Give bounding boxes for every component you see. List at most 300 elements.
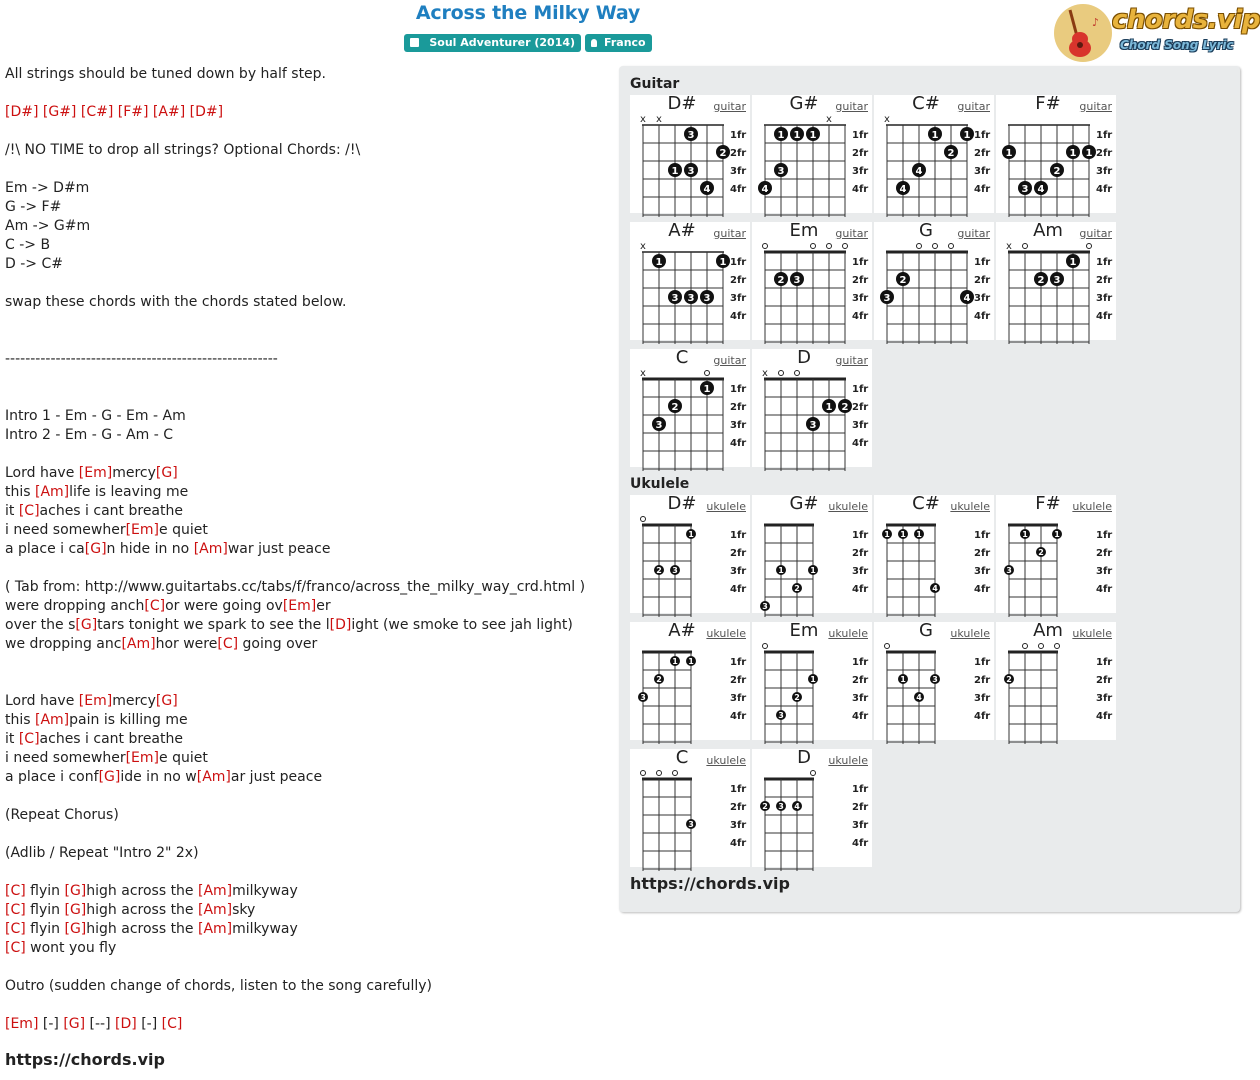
guitar-chord-c[interactable] xyxy=(630,349,750,467)
instrument-link[interactable]: ukulele xyxy=(950,627,990,640)
lyric-text: Intro 1 - Em - G - Em - Am xyxy=(5,408,186,424)
muted-string-marker: x xyxy=(640,114,646,125)
lyric-text: swap these chords with the chords stated below. xyxy=(5,294,347,310)
fret-label: 1fr xyxy=(1096,530,1113,541)
ukulele-chord-d-sharp[interactable] xyxy=(630,495,750,613)
open-string-marker xyxy=(1055,644,1060,649)
chord-link[interactable]: [C] xyxy=(5,883,26,899)
lyric-text: war just peace xyxy=(227,541,331,557)
lyric-text: ar just peace xyxy=(230,769,323,785)
finger-number: 3 xyxy=(777,166,785,177)
lyric-text: i need somewher xyxy=(5,750,126,766)
guitar-chord-c-sharp[interactable] xyxy=(874,95,994,213)
fret-label: 4fr xyxy=(730,838,747,849)
lyric-line xyxy=(5,540,610,559)
chord-link[interactable]: [Am] xyxy=(35,484,70,500)
muted-string-marker: x xyxy=(762,368,768,379)
instrument-link[interactable]: guitar xyxy=(1079,100,1112,113)
fret-label: 4fr xyxy=(974,711,991,722)
footer-site-url[interactable]: https://chords.vip xyxy=(5,1050,165,1069)
open-string-marker xyxy=(657,771,662,776)
chord-name: D# xyxy=(667,93,697,114)
fret-label: 1fr xyxy=(974,257,991,268)
lyric-text: hor were xyxy=(155,636,218,652)
fret-label: 4fr xyxy=(1096,584,1113,595)
fret-label: 3fr xyxy=(730,420,747,431)
lyric-line xyxy=(5,293,610,312)
lyric-text: n hide in no xyxy=(106,541,194,557)
ukulele-chord-g[interactable] xyxy=(874,622,994,740)
muted-string-marker: x xyxy=(826,114,832,125)
fret-label: 4fr xyxy=(730,584,747,595)
finger-number: 1 xyxy=(884,530,890,539)
fret-label: 1fr xyxy=(852,257,869,268)
chord-link[interactable]: [Am] xyxy=(198,902,233,918)
open-string-marker xyxy=(827,244,832,249)
chord-name: A# xyxy=(668,220,696,241)
chord-link[interactable]: [G] xyxy=(155,465,178,481)
chord-link[interactable]: [F#] xyxy=(117,104,149,120)
lyric-text: going over xyxy=(238,636,318,652)
fret-label: 4fr xyxy=(852,584,869,595)
finger-number: 2 xyxy=(899,275,907,286)
instrument-link[interactable]: guitar xyxy=(713,227,746,240)
finger-number: 1 xyxy=(671,166,679,177)
ukulele-chord-em[interactable] xyxy=(752,622,872,740)
ukulele-chord-am[interactable] xyxy=(996,622,1116,740)
chord-name: C xyxy=(675,347,689,368)
fret-label: 4fr xyxy=(852,711,869,722)
lyric-text: i need somewher xyxy=(5,522,126,538)
chord-link[interactable]: [Em] xyxy=(78,693,113,709)
chord-link[interactable]: [D] xyxy=(115,1016,137,1032)
instrument-link[interactable]: guitar xyxy=(835,354,868,367)
chord-link[interactable]: [D#] xyxy=(5,104,39,120)
chord-link[interactable]: [G] xyxy=(64,902,87,918)
fret-label: 3fr xyxy=(1096,293,1113,304)
lyric-text: pain is killing me xyxy=(69,712,188,728)
lyric-line xyxy=(5,141,610,160)
instrument-link[interactable]: guitar xyxy=(713,100,746,113)
lyric-line xyxy=(5,502,610,521)
lyric-text: milkyway xyxy=(232,883,298,899)
guitar-chord-em[interactable] xyxy=(752,222,872,340)
fret-label: 1fr xyxy=(730,257,747,268)
finger-number: 1 xyxy=(1054,530,1060,539)
lyric-text: aches i cant breathe xyxy=(39,731,183,747)
fret-label: 3fr xyxy=(730,166,747,177)
lyric-line xyxy=(5,388,610,407)
fret-label: 3fr xyxy=(730,293,747,304)
chord-name: A# xyxy=(668,620,696,641)
fret-label: 4fr xyxy=(852,184,869,195)
chord-link[interactable]: [G] xyxy=(64,883,87,899)
lyric-text: it xyxy=(5,731,19,747)
lyric-line xyxy=(5,711,610,730)
fret-label: 4fr xyxy=(852,838,869,849)
fret-label: 4fr xyxy=(974,184,991,195)
logo-brand: chords.vip xyxy=(1112,5,1260,35)
chord-link[interactable]: [C] xyxy=(18,503,40,519)
lyric-line xyxy=(5,958,610,977)
finger-number: 4 xyxy=(915,166,923,177)
lyric-text: life is leaving me xyxy=(69,484,189,500)
chord-link[interactable]: [D] xyxy=(329,617,352,633)
panel-site-url[interactable]: https://chords.vip xyxy=(630,874,790,893)
guitar-chord-g[interactable] xyxy=(874,222,994,340)
lyric-text: e quiet xyxy=(159,522,208,538)
lyric-text: mercy xyxy=(112,693,156,709)
chord-name: C# xyxy=(912,93,940,114)
instrument-link[interactable]: ukulele xyxy=(828,627,868,640)
person-icon xyxy=(591,39,597,47)
instrument-link[interactable]: ukulele xyxy=(706,627,746,640)
chord-name: Am xyxy=(1033,220,1063,241)
open-string-marker xyxy=(641,517,646,522)
lyric-text: ------------------------------------------------------ xyxy=(5,351,278,367)
lyric-line xyxy=(5,616,610,635)
chord-link[interactable]: [D#] xyxy=(189,104,224,120)
finger-number: 3 xyxy=(778,802,784,811)
chord-name: G xyxy=(919,620,933,641)
fret-label: 3fr xyxy=(974,293,991,304)
lyric-text: (Adlib / Repeat "Intro 2" 2x) xyxy=(5,845,199,861)
instrument-link[interactable]: ukulele xyxy=(1072,627,1112,640)
instrument-link[interactable]: ukulele xyxy=(1072,500,1112,513)
chord-link[interactable]: [Em] xyxy=(125,522,160,538)
chord-link[interactable]: [C] xyxy=(5,921,26,937)
muted-string-marker: x xyxy=(640,241,646,252)
chord-link[interactable]: [G] xyxy=(75,617,98,633)
fret-label: 1fr xyxy=(974,130,991,141)
open-string-marker xyxy=(641,771,646,776)
finger-number: 2 xyxy=(656,566,662,575)
fret-label: 2fr xyxy=(730,275,747,286)
lyric-line xyxy=(5,84,610,103)
lyric-line xyxy=(5,160,610,179)
badge-bar xyxy=(0,34,1056,52)
guitar-section-heading: Guitar xyxy=(630,76,680,92)
lyric-text: aches i cant breathe xyxy=(39,503,183,519)
fret-label: 2fr xyxy=(1096,275,1113,286)
finger-number: 3 xyxy=(671,293,679,304)
chord-link[interactable]: [G] xyxy=(98,769,121,785)
lyric-text: we dropping anc xyxy=(5,636,122,652)
fret-label: 1fr xyxy=(852,384,869,395)
fret-label: 3fr xyxy=(852,420,869,431)
lyric-text: [-] xyxy=(38,1016,64,1032)
site-logo[interactable] xyxy=(1054,2,1260,62)
lyric-line xyxy=(5,483,610,502)
lyric-line xyxy=(5,350,610,369)
chord-name: Em xyxy=(789,220,819,241)
fret-label: 4fr xyxy=(852,438,869,449)
fret-label: 1fr xyxy=(852,784,869,795)
fret-label: 2fr xyxy=(974,675,991,686)
fret-label: 3fr xyxy=(852,566,869,577)
lyric-text: C -> B xyxy=(5,237,51,253)
lyric-line xyxy=(5,103,610,122)
finger-number: 1 xyxy=(719,257,727,268)
lyric-line xyxy=(5,635,610,654)
chord-name: D xyxy=(797,347,811,368)
finger-number: 2 xyxy=(1006,675,1012,684)
lyric-line xyxy=(5,559,610,578)
fret-label: 2fr xyxy=(1096,148,1113,159)
chord-link[interactable]: [Em] xyxy=(5,1016,39,1032)
instrument-link[interactable]: ukulele xyxy=(828,500,868,513)
finger-number: 3 xyxy=(1053,275,1061,286)
finger-number: 1 xyxy=(963,130,971,141)
lyric-text: wont you fly xyxy=(25,940,117,956)
fret-label: 4fr xyxy=(852,311,869,322)
open-string-marker xyxy=(843,244,848,249)
lyric-line xyxy=(5,806,610,825)
album-badge[interactable] xyxy=(404,34,581,52)
finger-number: 1 xyxy=(1069,148,1077,159)
ukulele-chord-c[interactable] xyxy=(630,749,750,867)
chord-name: F# xyxy=(1035,93,1061,114)
lyric-line xyxy=(5,274,610,293)
lyric-line xyxy=(5,901,610,920)
finger-number: 4 xyxy=(916,693,922,702)
lyric-line xyxy=(5,730,610,749)
open-string-marker xyxy=(1023,644,1028,649)
open-string-marker xyxy=(885,644,890,649)
finger-number: 1 xyxy=(900,530,906,539)
lyric-text: flyin xyxy=(25,902,65,918)
finger-number: 3 xyxy=(640,693,646,702)
instrument-link[interactable]: guitar xyxy=(835,227,868,240)
book-icon xyxy=(410,38,419,47)
instrument-link[interactable]: ukulele xyxy=(706,500,746,513)
lyric-text: sky xyxy=(232,902,256,918)
lyric-line xyxy=(5,768,610,787)
lyric-text: a place i ca xyxy=(5,541,85,557)
chord-link[interactable]: [C] xyxy=(5,940,26,956)
fret-label: 2fr xyxy=(730,548,747,559)
fret-label: 1fr xyxy=(852,657,869,668)
fret-label: 1fr xyxy=(852,130,869,141)
fret-label: 4fr xyxy=(974,584,991,595)
chord-name: C# xyxy=(912,493,940,514)
fret-label: 2fr xyxy=(730,675,747,686)
chord-name: G xyxy=(919,220,933,241)
fret-label: 2fr xyxy=(974,548,991,559)
ukulele-section-heading: Ukulele xyxy=(630,476,690,492)
chord-link[interactable]: [C] xyxy=(161,1016,183,1032)
guitar-chord-d[interactable] xyxy=(752,349,872,467)
finger-number: 3 xyxy=(688,820,694,829)
lyric-line xyxy=(5,1015,610,1034)
fret-label: 2fr xyxy=(974,148,991,159)
finger-number: 2 xyxy=(1053,166,1061,177)
chord-link[interactable]: [C] xyxy=(18,731,40,747)
finger-number: 1 xyxy=(703,384,711,395)
fret-label: 3fr xyxy=(730,693,747,704)
fret-label: 3fr xyxy=(852,693,869,704)
fret-label: 4fr xyxy=(1096,184,1113,195)
fret-label: 2fr xyxy=(730,402,747,413)
ukulele-chord-d[interactable] xyxy=(752,749,872,867)
lyric-line xyxy=(5,825,610,844)
lyric-text: Am -> G#m xyxy=(5,218,91,234)
instrument-link[interactable]: guitar xyxy=(957,227,990,240)
lyric-line xyxy=(5,198,610,217)
chord-link[interactable]: [Am] xyxy=(121,636,156,652)
fret-label: 1fr xyxy=(730,130,747,141)
finger-number: 1 xyxy=(810,675,816,684)
chord-link[interactable]: [A#] xyxy=(152,104,186,120)
finger-number: 2 xyxy=(794,693,800,702)
fret-label: 2fr xyxy=(1096,548,1113,559)
lyric-line xyxy=(5,673,610,692)
instrument-link[interactable]: guitar xyxy=(957,100,990,113)
open-string-marker xyxy=(763,244,768,249)
instrument-link[interactable]: ukulele xyxy=(950,500,990,513)
finger-number: 1 xyxy=(672,657,678,666)
artist-badge-label: Franco xyxy=(604,36,646,49)
chord-link[interactable]: [C#] xyxy=(80,104,114,120)
finger-number: 1 xyxy=(809,130,817,141)
lyric-text: high across the xyxy=(86,883,198,899)
lyric-text: ide in no w xyxy=(120,769,197,785)
finger-number: 3 xyxy=(687,293,695,304)
artist-badge[interactable] xyxy=(585,34,652,52)
fret-label: 3fr xyxy=(852,820,869,831)
instrument-link[interactable]: guitar xyxy=(1079,227,1112,240)
lyric-line xyxy=(5,464,610,483)
instrument-link[interactable]: guitar xyxy=(835,100,868,113)
finger-number: 2 xyxy=(671,402,679,413)
open-string-marker xyxy=(779,371,784,376)
chord-link[interactable]: [Am] xyxy=(198,883,233,899)
lyric-line xyxy=(5,787,610,806)
lyric-line xyxy=(5,217,610,236)
open-string-marker xyxy=(1023,244,1028,249)
finger-number: 3 xyxy=(932,675,938,684)
fret-label: 3fr xyxy=(730,566,747,577)
open-string-marker xyxy=(949,244,954,249)
chord-link[interactable]: [C] xyxy=(217,636,239,652)
logo-tagline: Chord Song Lyric xyxy=(1120,38,1234,52)
finger-number: 1 xyxy=(1005,148,1013,159)
chord-link[interactable]: [Am] xyxy=(198,921,233,937)
fret-label: 2fr xyxy=(852,802,869,813)
lyric-text: flyin xyxy=(25,921,65,937)
chord-link[interactable]: [C] xyxy=(5,902,26,918)
fret-label: 4fr xyxy=(730,184,747,195)
lyric-line xyxy=(5,939,610,958)
fret-label: 2fr xyxy=(852,148,869,159)
guitar-chord-g-sharp[interactable] xyxy=(752,95,872,213)
muted-string-marker: x xyxy=(656,114,662,125)
instrument-link[interactable]: ukulele xyxy=(706,754,746,767)
lyric-text: this xyxy=(5,484,35,500)
chord-link[interactable]: [G] xyxy=(84,541,107,557)
open-string-marker xyxy=(763,644,768,649)
finger-number: 1 xyxy=(916,530,922,539)
chord-link[interactable]: [Em] xyxy=(78,465,113,481)
lyric-text: [--] xyxy=(85,1016,116,1032)
muted-string-marker: x xyxy=(1006,241,1012,252)
svg-text:♪: ♪ xyxy=(1092,16,1100,29)
guitar-icon xyxy=(1058,6,1108,60)
lyric-text: high across the xyxy=(86,902,198,918)
lyric-text: ight (we smoke to see jah light) xyxy=(351,617,573,633)
chord-link[interactable]: [G] xyxy=(64,921,87,937)
lyric-text: All strings should be tuned down by half step. xyxy=(5,66,327,82)
open-string-marker xyxy=(811,244,816,249)
chord-link[interactable]: [Em] xyxy=(282,598,317,614)
ukulele-chord-f-sharp[interactable] xyxy=(996,495,1116,613)
lyric-text: D -> C# xyxy=(5,256,63,272)
open-string-marker xyxy=(705,371,710,376)
fret-label: 1fr xyxy=(974,657,991,668)
finger-number: 1 xyxy=(1022,530,1028,539)
chord-name: D# xyxy=(667,493,697,514)
fret-label: 2fr xyxy=(852,675,869,686)
finger-number: 1 xyxy=(810,566,816,575)
chord-link[interactable]: [G] xyxy=(63,1016,86,1032)
ukulele-chord-c-sharp[interactable] xyxy=(874,495,994,613)
guitar-chord-a-sharp[interactable] xyxy=(630,222,750,340)
guitar-chord-f-sharp[interactable] xyxy=(996,95,1116,213)
open-string-marker xyxy=(1087,244,1092,249)
chord-link[interactable]: [Em] xyxy=(125,750,160,766)
lyric-line xyxy=(5,65,610,84)
instrument-link[interactable]: guitar xyxy=(713,354,746,367)
instrument-link[interactable]: ukulele xyxy=(828,754,868,767)
open-string-marker xyxy=(811,771,816,776)
chord-link[interactable]: [Am] xyxy=(193,541,228,557)
chord-link[interactable]: [Am] xyxy=(35,712,70,728)
chord-name: F# xyxy=(1035,493,1061,514)
chord-link[interactable]: [G] xyxy=(155,693,178,709)
chord-name: G# xyxy=(789,93,819,114)
fret-label: 3fr xyxy=(1096,566,1113,577)
finger-number: 1 xyxy=(778,566,784,575)
lyric-line xyxy=(5,844,610,863)
fret-label: 1fr xyxy=(730,530,747,541)
ukulele-chord-g-sharp[interactable] xyxy=(752,495,872,613)
lyric-line xyxy=(5,331,610,350)
lyric-text: milkyway xyxy=(232,921,298,937)
chord-link[interactable]: [G#] xyxy=(42,104,77,120)
chord-name: C xyxy=(675,747,689,768)
finger-number: 4 xyxy=(963,293,971,304)
finger-number: 2 xyxy=(841,402,849,413)
lyric-text: mercy xyxy=(112,465,156,481)
chord-link[interactable]: [Am] xyxy=(196,769,231,785)
fret-label: 4fr xyxy=(730,311,747,322)
finger-number: 1 xyxy=(1069,257,1077,268)
finger-number: 2 xyxy=(777,275,785,286)
fret-label: 3fr xyxy=(730,820,747,831)
finger-number: 1 xyxy=(1085,148,1093,159)
finger-number: 4 xyxy=(1037,184,1045,195)
fret-label: 2fr xyxy=(852,402,869,413)
lyric-text: Lord have xyxy=(5,465,79,481)
fret-label: 1fr xyxy=(974,530,991,541)
fret-label: 4fr xyxy=(1096,311,1113,322)
guitar-chord-d-sharp[interactable] xyxy=(630,95,750,213)
chord-link[interactable]: [C] xyxy=(144,598,166,614)
ukulele-chord-a-sharp[interactable] xyxy=(630,622,750,740)
guitar-chord-am[interactable] xyxy=(996,222,1116,340)
fret-label: 2fr xyxy=(852,548,869,559)
lyric-line xyxy=(5,692,610,711)
